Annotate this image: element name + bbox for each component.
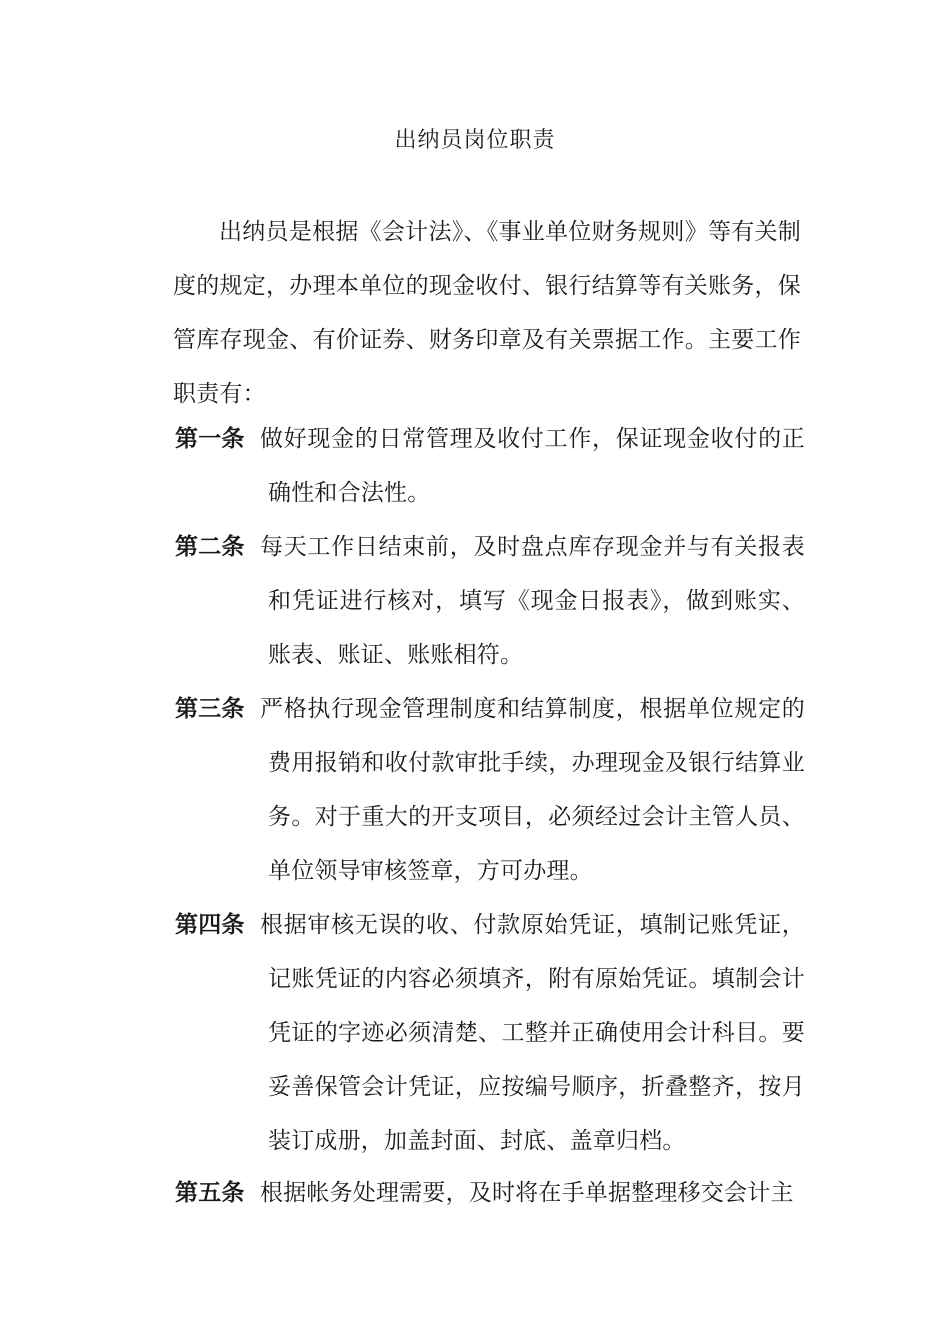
- article-label: 第四条: [175, 912, 245, 938]
- article-4: [175, 898, 805, 1168]
- document-title: 出纳员岗位职责: [394, 128, 556, 153]
- article-label: 第三条: [175, 696, 245, 722]
- article-1: [175, 412, 805, 520]
- article-label: 第一条: [175, 426, 245, 452]
- article-text: 严格执行现金管理制度和结算制度，根据单位规定的费用报销和收付款审批手续，办理现金及银行结算业务。对于重大的开支项目，必须经过会计主管人员、单位领导审核签章，方可办理。: [260, 696, 805, 884]
- article-text: 根据审核无误的收、付款原始凭证，填制记账凭证，记账凭证的内容必须填齐，附有原始凭证。填制会计凭证的字迹必须清楚、工整并正确使用会计科目。要妥善保管会计凭证，应按编号顺序，折叠整齐，按月装订成册，加盖封面、封底、盖章归档。: [260, 912, 805, 1154]
- article-2: [175, 520, 805, 682]
- article-label: 第五条: [175, 1180, 245, 1206]
- article-text: 根据帐务处理需要，及时将在手单据整理移交会计主: [260, 1180, 794, 1206]
- article-text: 每天工作日结束前，及时盘点库存现金并与有关报表和凭证进行核对，填写《现金日报表》，做到账实、账表、账证、账账相符。: [260, 534, 805, 668]
- article-label: 第二条: [175, 534, 245, 560]
- intro-paragraph: 出纳员是根据《会计法》、《事业单位财务规则》等有关制度的规定，办理本单位的现金收付、银行结算等有关账务，保管库存现金、有价证券、财务印章及有关票据工作。主要工作职责有：: [173, 219, 801, 407]
- article-text: 做好现金的日常管理及收付工作，保证现金收付的正确性和合法性。: [260, 426, 805, 506]
- article-3: [175, 682, 805, 898]
- article-5: [175, 1166, 805, 1220]
